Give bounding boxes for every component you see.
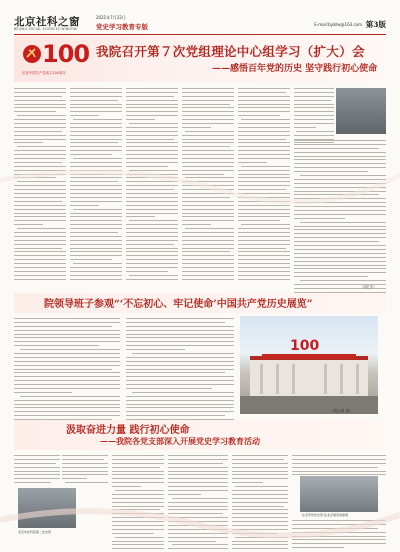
article3-column-7 bbox=[292, 520, 386, 551]
masthead bbox=[14, 12, 386, 35]
headline-1: 我院召开第７次党组理论中心组学习（扩大）会 bbox=[96, 44, 365, 59]
meeting-photo bbox=[336, 88, 386, 134]
article1-column-1 bbox=[14, 88, 66, 283]
article1-column-5 bbox=[238, 88, 290, 283]
photo-credit: （胡志刚 摄） bbox=[330, 409, 353, 413]
article3-column-1 bbox=[14, 455, 60, 486]
contact-email: E-mail:bjsklw@163.com bbox=[314, 22, 362, 27]
subheadline-3: ——我院各党支部深入开展党史学习教育活动 bbox=[100, 436, 260, 446]
centenary-number: 100 bbox=[42, 40, 90, 68]
article1-credit: （周红军） bbox=[360, 285, 377, 289]
article1-column-2 bbox=[70, 88, 122, 283]
article2-column-2 bbox=[126, 318, 234, 435]
party-emblem-icon bbox=[22, 44, 42, 64]
photo-caption-2: 社会学所党支部 赴北京展览馆参观 bbox=[302, 513, 348, 517]
article1-column-4 bbox=[182, 88, 234, 283]
masthead-title: 北京社科之窗 bbox=[14, 16, 80, 28]
article3-column-2 bbox=[62, 455, 108, 486]
masthead-subtitle: BEIJING SOCIAL SCIENCES WINDOW bbox=[14, 27, 78, 31]
branch-activity-photo-1 bbox=[18, 488, 76, 528]
centenary-logo bbox=[22, 38, 92, 80]
centenary-caption: 庆祝中国共产党成立100周年 bbox=[22, 71, 66, 75]
article2-column-1 bbox=[14, 318, 120, 435]
edition-number: 第3版 bbox=[365, 20, 386, 29]
column-name: 党史学习教育专版 bbox=[96, 23, 148, 31]
exhibition-hall-photo bbox=[240, 316, 378, 414]
headline-2: 院领导班子参观“‘不忘初心、牢记使命’中国共产党历史展览” bbox=[44, 299, 313, 310]
article1-column-3 bbox=[126, 88, 178, 283]
photo-caption-1: 北京市社科院第二党支部 bbox=[18, 530, 52, 534]
issue-date: 2021年7月22日 bbox=[96, 15, 126, 20]
article3-column-5 bbox=[232, 455, 288, 552]
exhibition-building bbox=[250, 356, 368, 400]
building-centenary-number: 100 bbox=[290, 338, 320, 354]
headline-3: 汲取奋进力量 践行初心使命 bbox=[66, 425, 190, 436]
article3-column-3 bbox=[112, 455, 164, 552]
article3-column-6 bbox=[292, 455, 386, 478]
branch-activity-photo-2 bbox=[300, 476, 378, 512]
article3-column-4 bbox=[168, 455, 228, 552]
article1-column-6 bbox=[294, 88, 334, 146]
subheadline-1: ——感悟百年党的历史 坚守践行初心使命 bbox=[212, 64, 378, 74]
headline-banner-1 bbox=[14, 36, 386, 82]
